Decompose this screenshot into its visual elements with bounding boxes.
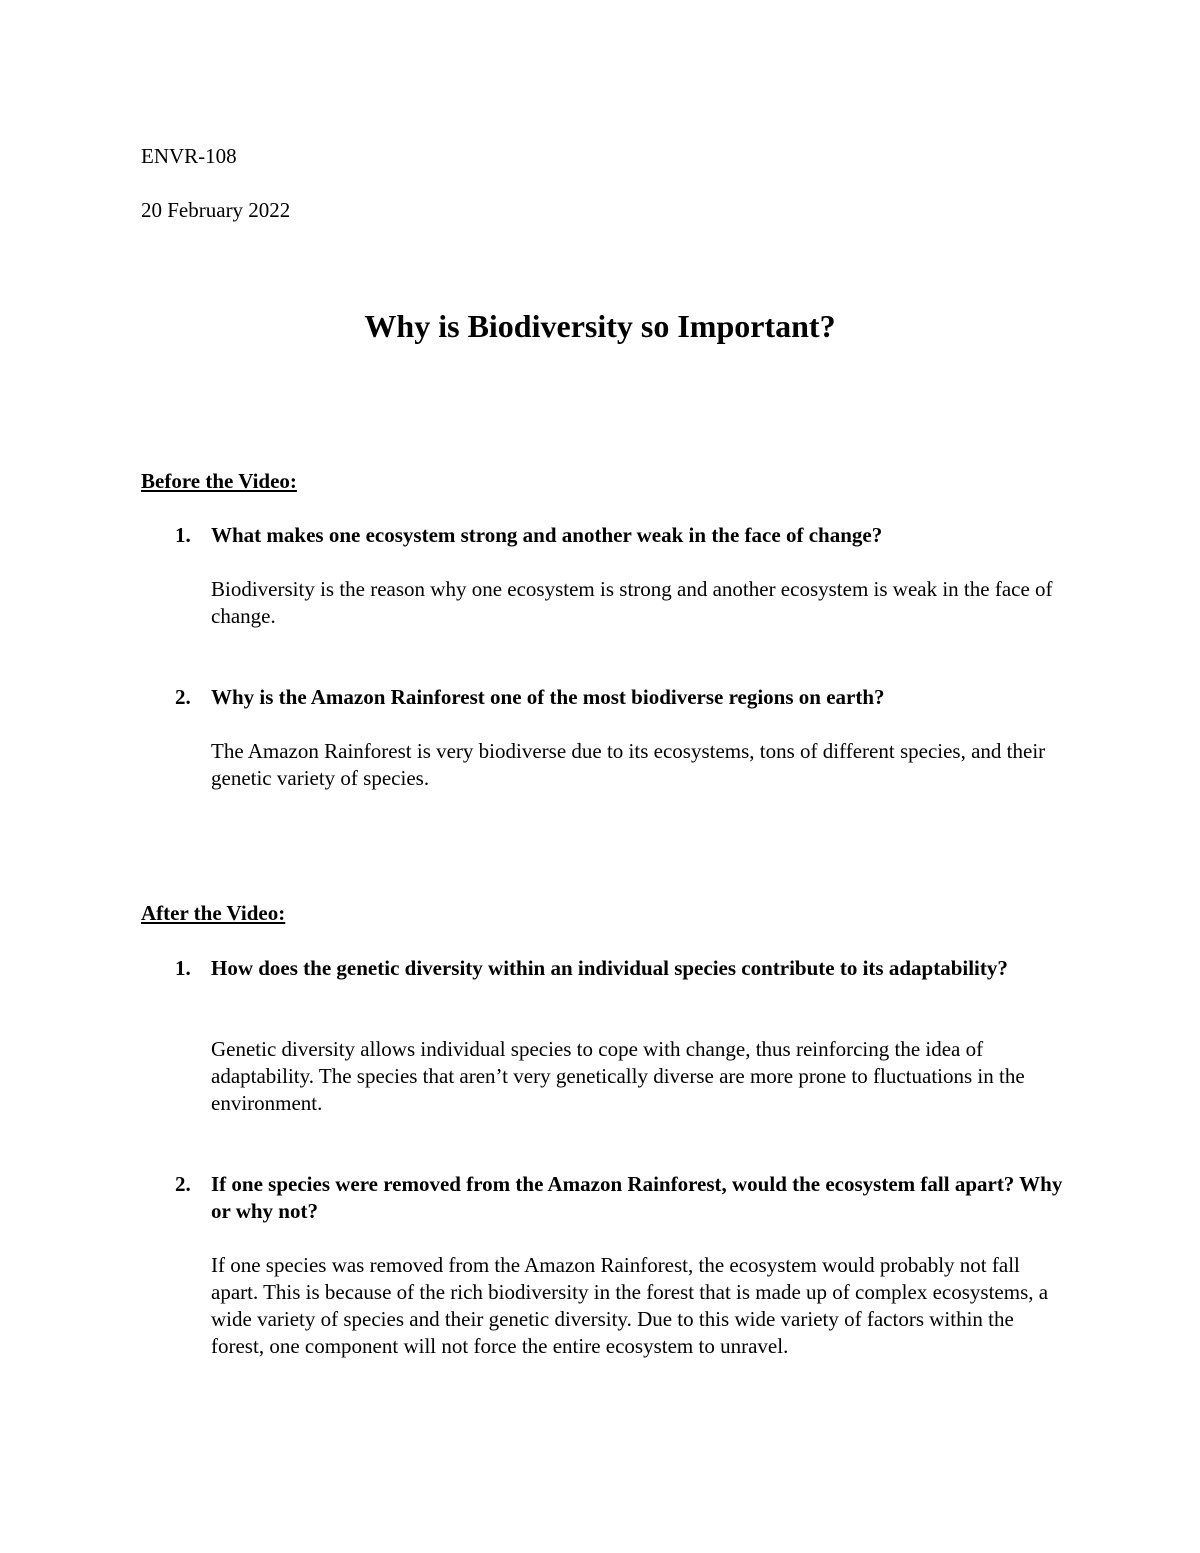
answer-text: Biodiversity is the reason why one ecosystem is strong and another ecosystem is weak in the face of change. <box>211 577 1053 628</box>
section-heading-after-video: After the Video: <box>141 901 286 925</box>
document-date: 20 February 2022 <box>141 198 291 222</box>
course-code: ENVR-108 <box>141 144 237 168</box>
question-text: How does the genetic diversity within an individual species contribute to its adaptability? <box>211 956 1008 980</box>
answer-text: The Amazon Rainforest is very biodiverse due to its ecosystems, tons of different species, and their genetic variety of species. <box>211 739 1046 790</box>
question-text: If one species were removed from the Amazon Rainforest, would the ecosystem fall apart? Why or why not? <box>211 1172 1063 1223</box>
question-text: Why is the Amazon Rainforest one of the most biodiverse regions on earth? <box>211 685 885 709</box>
question-number: 1. <box>175 523 191 547</box>
question-text: What makes one ecosystem strong and another weak in the face of change? <box>211 523 883 547</box>
document-title: Why is Biodiversity so Important? <box>364 308 836 344</box>
question-number: 2. <box>175 685 191 709</box>
answer-text: Genetic diversity allows individual species to cope with change, thus reinforcing the idea of adaptability. The species that aren’t very genetically diverse are more prone to fluctuations in the environment. <box>211 1037 1025 1115</box>
question-number: 2. <box>175 1172 191 1196</box>
answer-text: If one species was removed from the Amazon Rainforest, the ecosystem would probably not fall apart. This is because of the rich biodiversity in the forest that is made up of complex ecosystems, a wide variety of species and their genetic diversity. Due to this wide variety of factors within the forest, one component will not force the entire ecosystem to unravel. <box>211 1253 1049 1358</box>
section-heading-before-video: Before the Video: <box>141 469 297 493</box>
question-number: 1. <box>175 956 191 980</box>
